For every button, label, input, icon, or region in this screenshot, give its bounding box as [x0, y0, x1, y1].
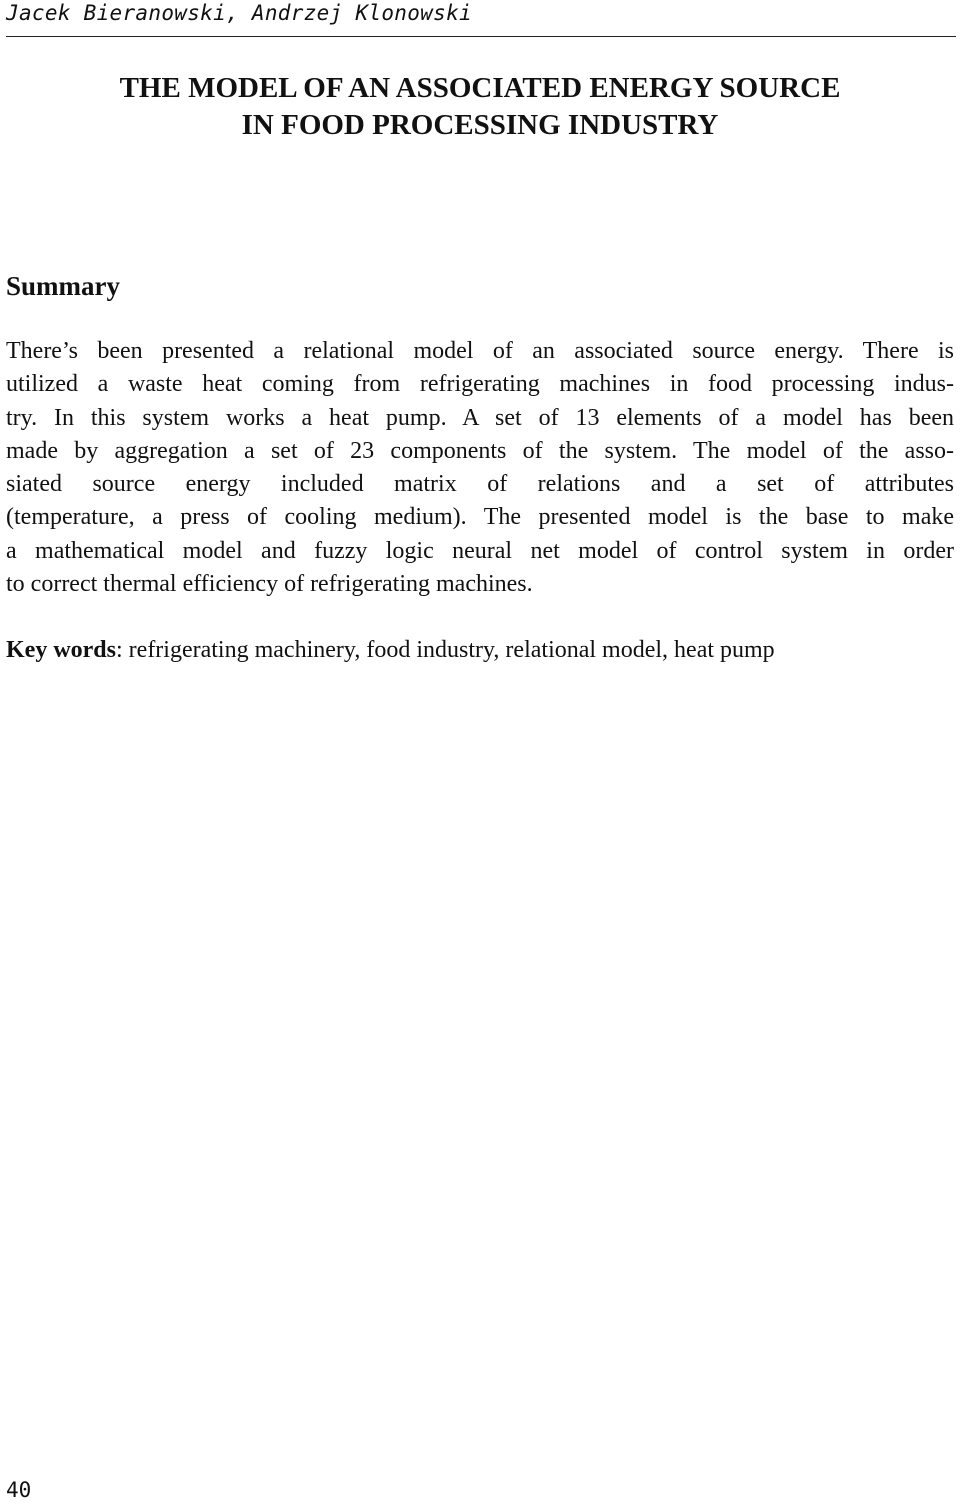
summary-line: made by aggregation a set of 23 components of the system. The model of the asso- — [6, 437, 954, 464]
paper-title-line-1: THE MODEL OF AN ASSOCIATED ENERGY SOURCE — [119, 72, 841, 104]
summary-line: to correct thermal efficiency of refrigerating machines. — [6, 571, 533, 598]
keywords-separator: : — [116, 637, 129, 663]
summary-line: There’s been presented a relational model of an associated source energy. There is — [6, 338, 954, 364]
summary-line: try. In this system works a heat pump. A set of 13 elements of a model has been — [6, 404, 954, 431]
paper-title-line-2: IN FOOD PROCESSING INDUSTRY — [241, 109, 719, 141]
summary-line: siated source energy included matrix of relations and a set of attributes — [6, 471, 954, 498]
keywords — [6, 634, 775, 667]
summary-text — [6, 335, 954, 601]
paper-title — [0, 70, 960, 144]
summary-line: (temperature, a press of cooling medium). The presented model is the base to make — [6, 504, 954, 531]
keywords-text: refrigerating machinery, food industry, relational model, heat pump — [128, 637, 775, 663]
summary-line: a mathematical model and fuzzy logic neural net model of control system in order — [6, 537, 954, 564]
page-number: 40 — [6, 1478, 32, 1502]
summary-line: utilized a waste heat coming from refrigerating machines in food processing indus- — [6, 371, 954, 398]
header-rule — [6, 36, 956, 37]
summary-heading: Summary — [6, 271, 120, 301]
keywords-label: Key words — [6, 637, 116, 663]
running-header-authors: Jacek Bieranowski, Andrzej Klonowski — [6, 1, 472, 25]
